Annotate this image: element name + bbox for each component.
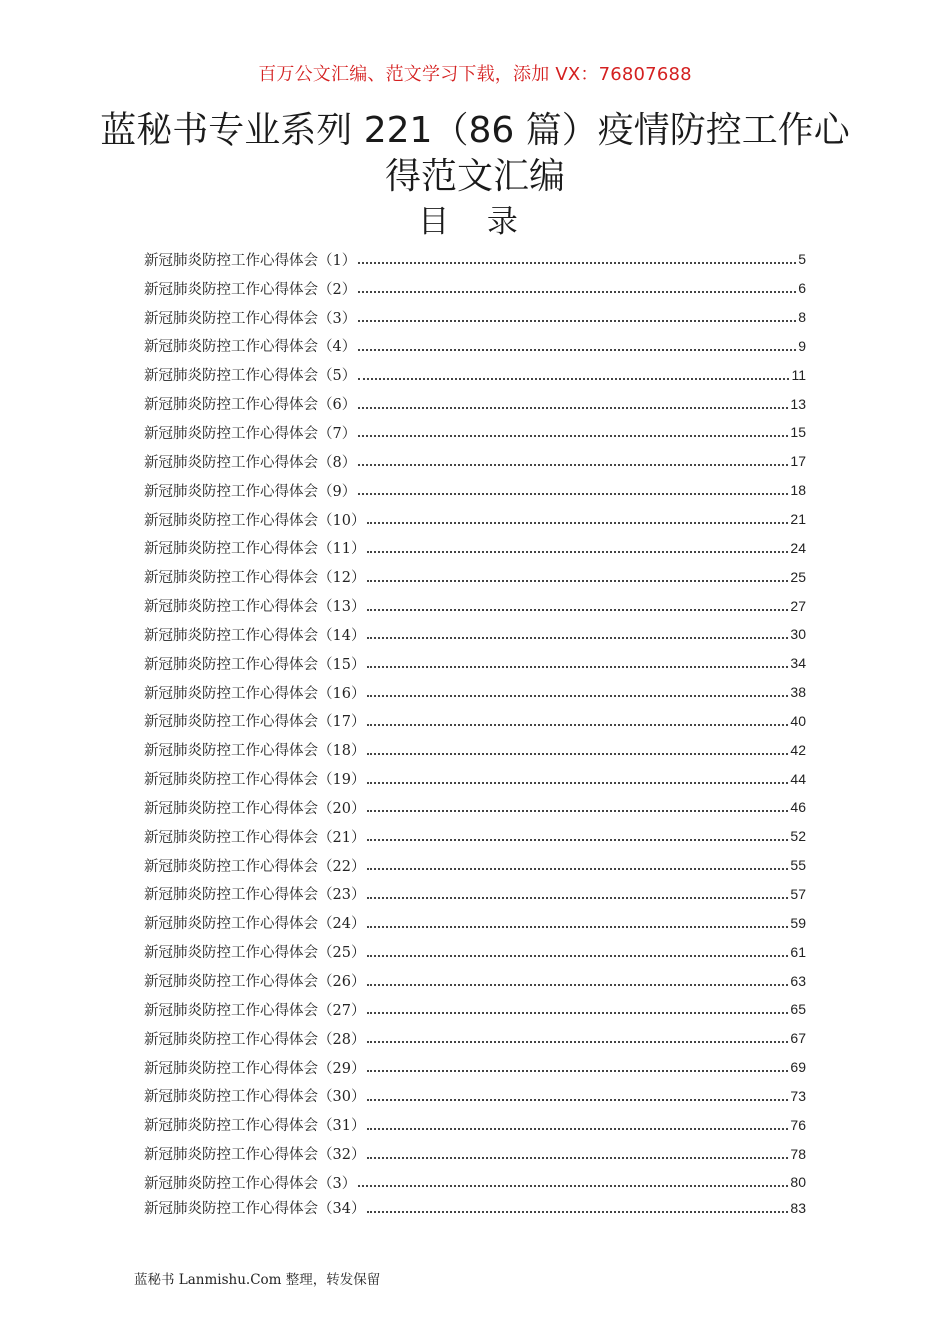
toc-entry-page: 67 [790,1030,806,1047]
toc-entry[interactable] [144,851,806,880]
toc-entry[interactable] [144,1024,806,1053]
toc-entry-title: 新冠肺炎防控工作心得体会（12） [144,570,366,587]
toc-entry-title: 新冠肺炎防控工作心得体会（32） [144,1147,366,1164]
toc-entry-title: 新冠肺炎防控工作心得体会（29） [144,1060,366,1077]
toc-entry-title: 新冠肺炎防控工作心得体会（1） [144,252,357,269]
toc-entry-title: 新冠肺炎防控工作心得体会（26） [144,974,366,991]
toc-dot-leader [367,926,788,928]
toc-entry-title: 新冠肺炎防控工作心得体会（24） [144,916,366,933]
toc-entry[interactable] [144,908,806,937]
toc-entry-title: 新冠肺炎防控工作心得体会（14） [144,627,366,644]
toc-entry[interactable] [144,476,806,505]
toc-entry-page: 61 [790,943,806,960]
toc-entry-page: 17 [790,453,806,470]
toc-entry-page: 78 [790,1145,806,1162]
toc-entry-title: 新冠肺炎防控工作心得体会（30） [144,1089,366,1106]
toc-entry[interactable] [144,1081,806,1110]
toc-entry-page: 65 [790,1001,806,1018]
toc-dot-leader [367,695,788,697]
table-of-contents [144,245,806,1219]
toc-dot-leader [358,378,789,380]
toc-entry[interactable] [144,389,806,418]
toc-entry[interactable] [144,591,806,620]
toc-entry[interactable] [144,620,806,649]
toc-dot-leader [367,1211,788,1213]
toc-dot-leader [358,464,788,466]
document-title: 蓝秘书专业系列 221（86 篇）疫情防控工作心得范文汇编 [100,110,850,197]
toc-dot-leader [358,1185,788,1187]
toc-entry-page: 44 [790,770,806,787]
toc-entry[interactable] [144,505,806,534]
toc-dot-leader [367,609,788,611]
toc-dot-leader [367,753,788,755]
toc-dot-leader [367,868,788,870]
toc-entry-page: 5 [798,251,806,268]
toc-entry-page: 55 [790,857,806,874]
toc-entry-title: 新冠肺炎防控工作心得体会（18） [144,743,366,760]
toc-entry[interactable] [144,822,806,851]
toc-entry-page: 76 [790,1116,806,1133]
toc-entry[interactable] [144,880,806,909]
toc-entry-page: 63 [790,972,806,989]
toc-entry-page: 57 [790,885,806,902]
toc-entry-page: 59 [790,914,806,931]
toc-entry[interactable] [144,1053,806,1082]
toc-entry-page: 11 [791,366,806,383]
toc-dot-leader [367,1157,788,1159]
toc-entry-page: 21 [790,511,806,528]
toc-entry-page: 69 [790,1059,806,1076]
toc-entry-page: 18 [790,482,806,499]
toc-entry[interactable] [144,447,806,476]
toc-entry[interactable] [144,360,806,389]
toc-dot-leader [358,407,788,409]
toc-entry-page: 13 [790,395,806,412]
toc-entry-page: 34 [790,655,806,672]
toc-entry-title: 新冠肺炎防控工作心得体会（15） [144,656,366,673]
toc-entry[interactable] [144,793,806,822]
toc-entry-page: 15 [790,424,806,441]
toc-dot-leader [367,839,788,841]
toc-entry[interactable] [144,332,806,361]
toc-entry-title: 新冠肺炎防控工作心得体会（16） [144,685,366,702]
toc-dot-leader [358,349,796,351]
toc-entry-title: 新冠肺炎防控工作心得体会（19） [144,772,366,789]
toc-entry-page: 27 [790,597,806,614]
toc-entry-title: 新冠肺炎防控工作心得体会（17） [144,714,366,731]
toc-dot-leader [367,782,788,784]
toc-entry-title: 新冠肺炎防控工作心得体会（6） [144,397,357,414]
toc-entry-page: 30 [790,626,806,643]
toc-entry-title: 新冠肺炎防控工作心得体会（7） [144,425,357,442]
toc-dot-leader [367,1128,788,1130]
toc-entry-page: 6 [798,280,806,297]
toc-entry-title: 新冠肺炎防控工作心得体会（9） [144,483,357,500]
toc-entry[interactable] [144,1168,806,1197]
toc-entry-title: 新冠肺炎防控工作心得体会（3） [144,310,357,327]
toc-entry[interactable] [144,562,806,591]
toc-entry[interactable] [144,1139,806,1168]
toc-entry-page: 80 [790,1174,806,1191]
toc-dot-leader [358,320,796,322]
toc-entry-title: 新冠肺炎防控工作心得体会（8） [144,454,357,471]
toc-entry-page: 46 [790,799,806,816]
toc-entry[interactable] [144,735,806,764]
toc-dot-leader [367,1012,788,1014]
toc-entry[interactable] [144,418,806,447]
toc-entry-title: 新冠肺炎防控工作心得体会（28） [144,1031,366,1048]
toc-entry-title: 新冠肺炎防控工作心得体会（34） [144,1201,366,1218]
toc-entry-title: 新冠肺炎防控工作心得体会（21） [144,829,366,846]
toc-dot-leader [358,435,788,437]
toc-entry-title: 新冠肺炎防控工作心得体会（2） [144,281,357,298]
toc-entry[interactable] [144,678,806,707]
footer-note: 蓝秘书 Lanmishu.Com 整理，转发保留 [134,1272,381,1288]
toc-dot-leader [367,666,788,668]
toc-entry-page: 73 [790,1087,806,1104]
toc-heading: 目 录 [418,204,532,240]
toc-dot-leader [367,984,788,986]
toc-entry[interactable] [144,303,806,332]
toc-entry[interactable] [144,937,806,966]
toc-dot-leader [367,955,788,957]
toc-entry-title: 新冠肺炎防控工作心得体会（5） [144,368,357,385]
toc-entry-title: 新冠肺炎防控工作心得体会（4） [144,339,357,356]
toc-entry-page: 25 [790,568,806,585]
toc-dot-leader [367,580,788,582]
toc-entry-page: 9 [798,337,806,354]
toc-dot-leader [367,637,788,639]
toc-entry-page: 40 [790,712,806,729]
toc-entry[interactable] [144,966,806,995]
toc-entry-title: 新冠肺炎防控工作心得体会（3） [144,1175,357,1192]
toc-entry[interactable] [144,995,806,1024]
toc-dot-leader [358,291,796,293]
toc-entry-title: 新冠肺炎防控工作心得体会（31） [144,1118,366,1135]
toc-entry-page: 38 [790,684,806,701]
toc-entry-page: 52 [790,828,806,845]
toc-entry[interactable] [144,707,806,736]
toc-dot-leader [367,724,788,726]
toc-entry-title: 新冠肺炎防控工作心得体会（27） [144,1002,366,1019]
toc-entry-title: 新冠肺炎防控工作心得体会（20） [144,800,366,817]
toc-dot-leader [367,551,788,553]
toc-entry-page: 83 [790,1199,806,1216]
toc-dot-leader [367,1041,788,1043]
toc-dot-leader [367,1099,788,1101]
toc-entry-title: 新冠肺炎防控工作心得体会（11） [144,541,366,558]
toc-entry[interactable] [144,649,806,678]
toc-entry-title: 新冠肺炎防控工作心得体会（22） [144,858,366,875]
toc-entry-page: 8 [798,309,806,326]
toc-entry-title: 新冠肺炎防控工作心得体会（23） [144,887,366,904]
toc-entry[interactable] [144,1197,806,1219]
toc-entry[interactable] [144,274,806,303]
toc-entry-page: 24 [790,539,806,556]
toc-dot-leader [367,810,788,812]
toc-entry-page: 42 [790,741,806,758]
toc-entry-title: 新冠肺炎防控工作心得体会（25） [144,945,366,962]
toc-dot-leader [367,897,788,899]
toc-entry[interactable] [144,1110,806,1139]
toc-entry[interactable] [144,764,806,793]
toc-entry[interactable] [144,533,806,562]
toc-dot-leader [358,493,788,495]
toc-entry[interactable] [144,245,806,274]
header-note: 百万公文汇编、范文学习下载，添加 VX：76807688 [258,64,692,85]
toc-dot-leader [367,1070,788,1072]
toc-entry-title: 新冠肺炎防控工作心得体会（13） [144,599,366,616]
toc-dot-leader [367,522,788,524]
toc-dot-leader [358,262,796,264]
toc-entry-title: 新冠肺炎防控工作心得体会（10） [144,512,366,529]
